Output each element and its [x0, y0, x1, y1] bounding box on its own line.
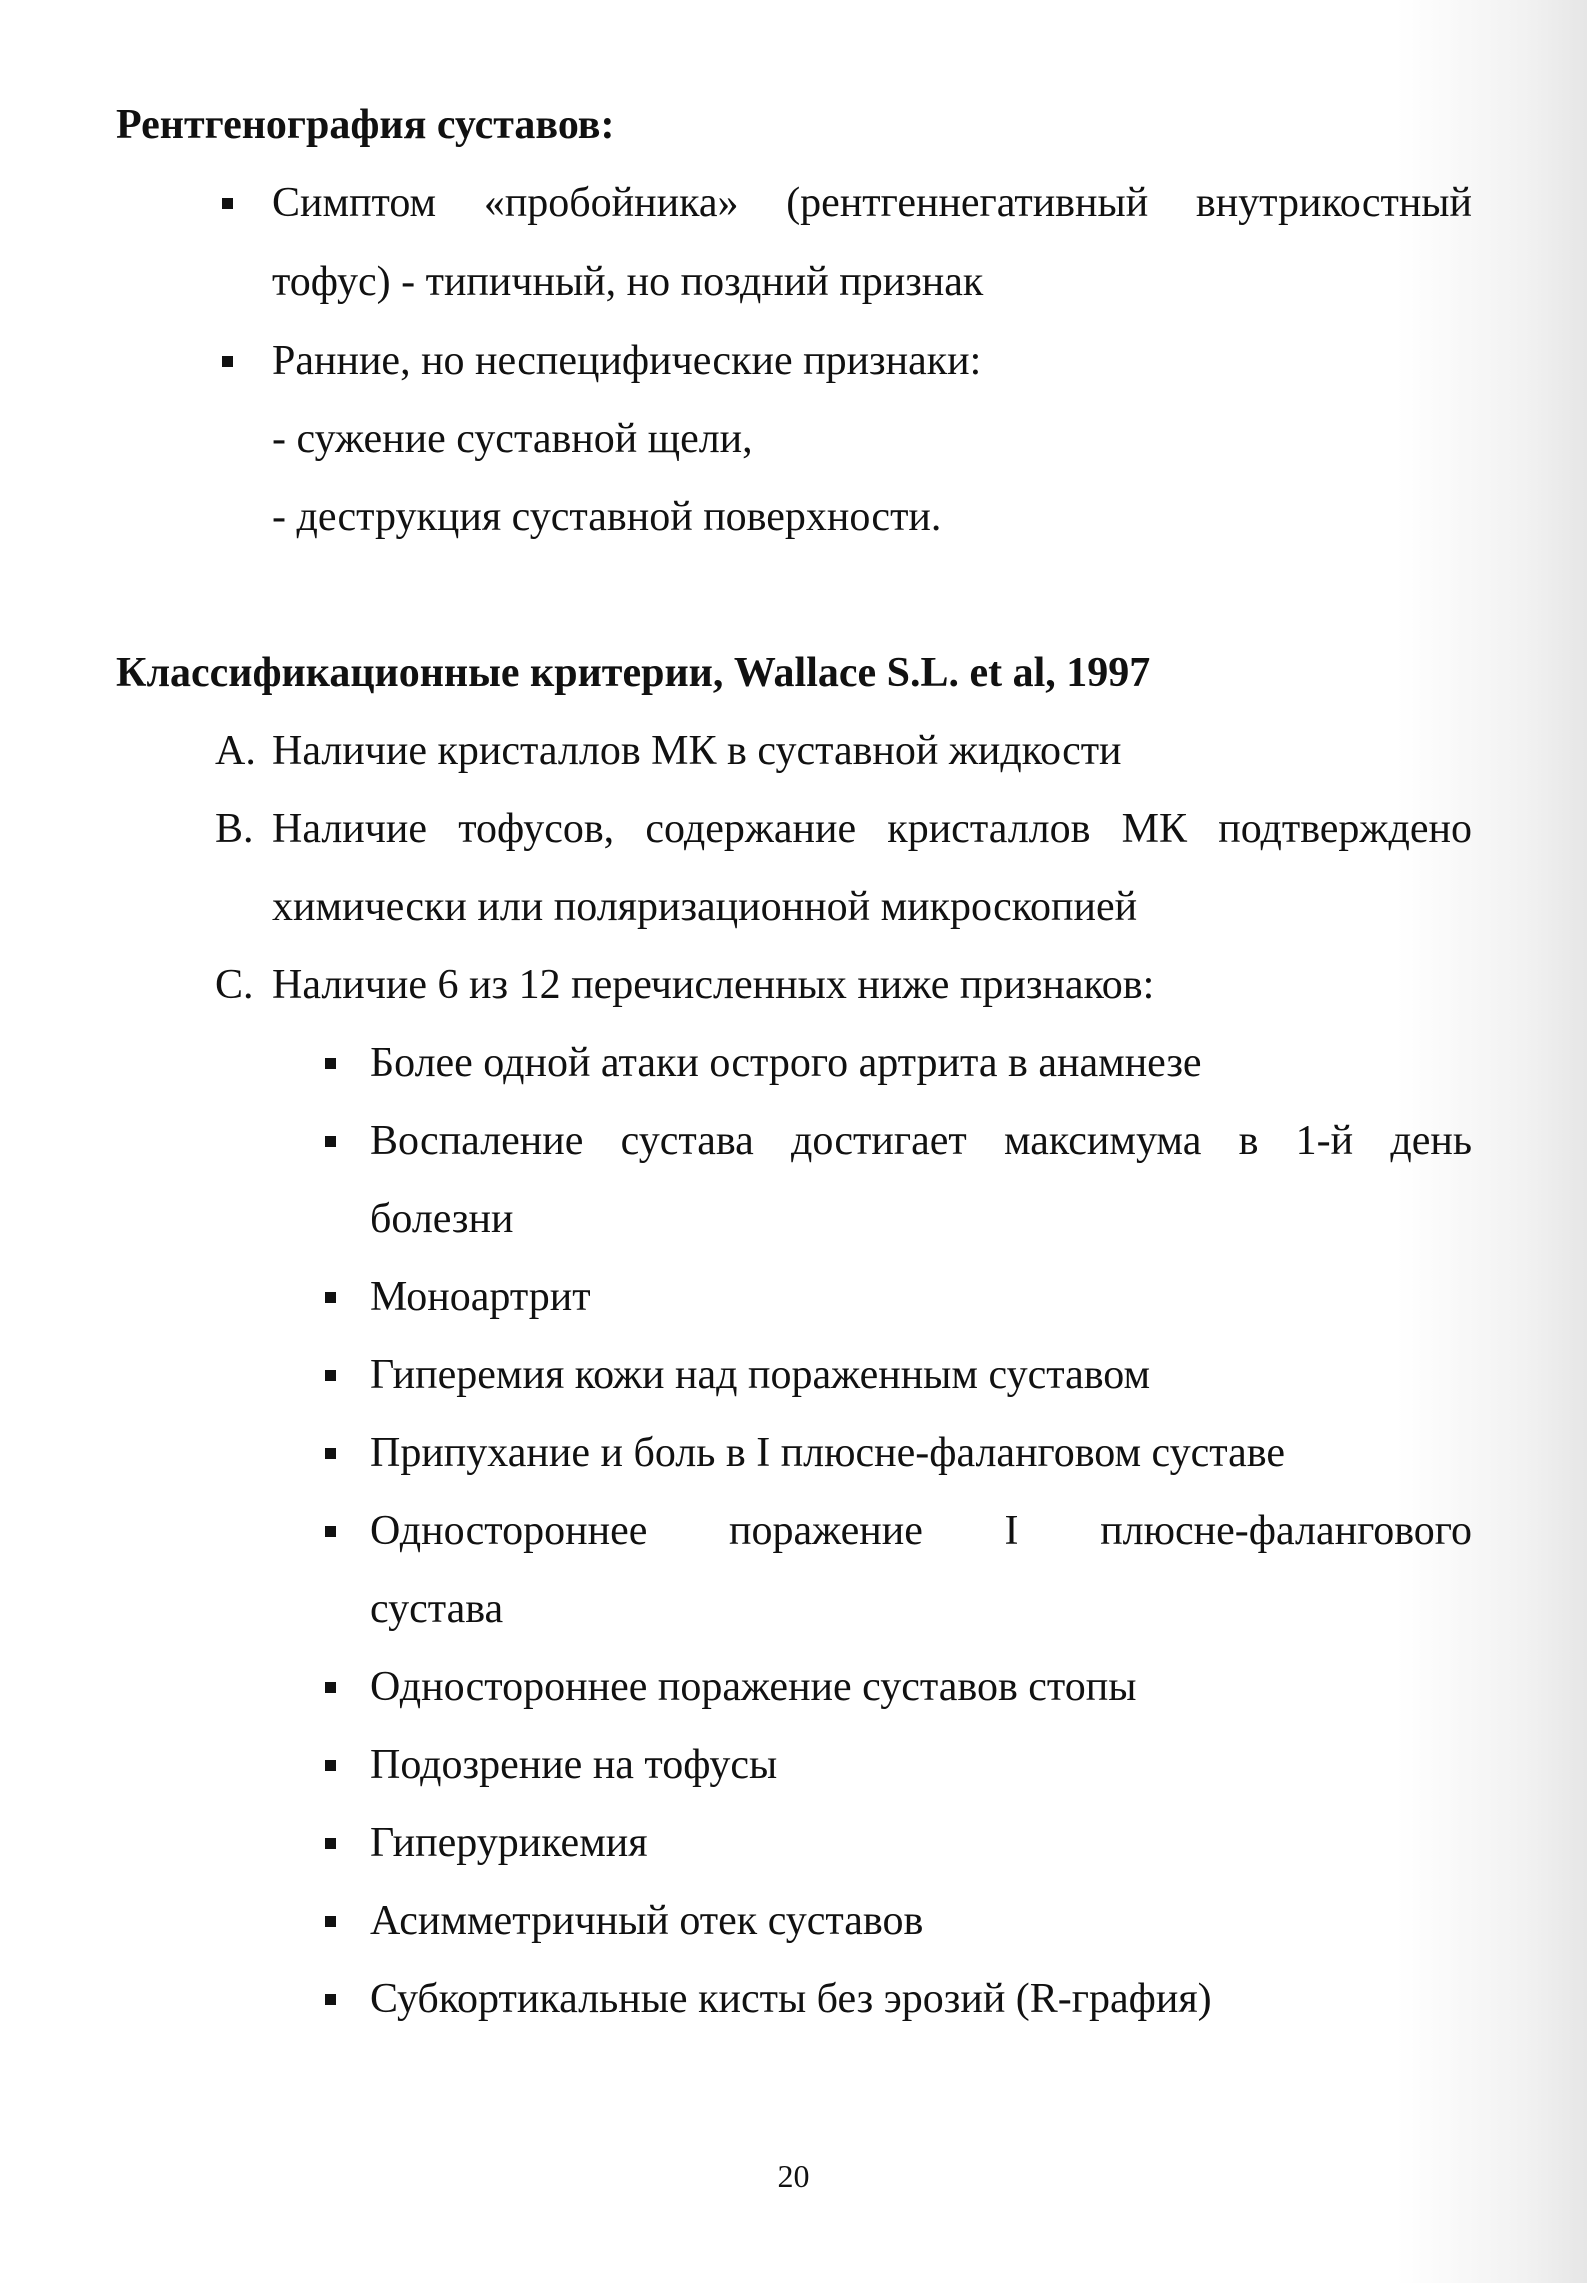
- bullet-marker: [222, 356, 233, 367]
- sign-item: Припухание и боль в I плюсне-фаланговом суставе: [370, 1430, 1286, 1476]
- sign-item: Гиперурикемия: [370, 1820, 648, 1866]
- word: Наличие: [272, 806, 428, 852]
- sign-item-line1: [370, 1492, 1472, 1570]
- sign-item: Субкортикальные кисты без эрозий (R-графия): [370, 1976, 1212, 2022]
- word: достигает: [791, 1118, 967, 1164]
- word: «пробойника»: [483, 180, 739, 226]
- bullet-marker: [325, 1448, 336, 1459]
- word: I: [1004, 1508, 1019, 1554]
- word: тофусов,: [458, 806, 615, 852]
- word: в: [1238, 1118, 1259, 1164]
- bullet-marker: [325, 1292, 336, 1303]
- word: 1-й: [1295, 1118, 1354, 1164]
- word: поражение: [729, 1508, 923, 1554]
- section-heading-criteria: Классификационные критерии, Wallace S.L. et al, 1997: [116, 650, 1151, 696]
- word: сустава: [620, 1118, 754, 1164]
- sign-item: Подозрение на тофусы: [370, 1742, 778, 1788]
- xray-bullet1-line2: тофус) - типичный, но поздний признак: [272, 259, 984, 305]
- criterion-b-letter: В.: [215, 806, 254, 852]
- sign-item: Асимметричный отек суставов: [370, 1898, 924, 1944]
- word: МК: [1121, 806, 1188, 852]
- criterion-b-line2: химически или поляризационной микроскопией: [272, 884, 1138, 930]
- bullet-marker: [325, 1760, 336, 1771]
- sign-item: Моноартрит: [370, 1274, 591, 1320]
- xray-bullet2-text: Ранние, но неспецифические признаки:: [272, 338, 982, 384]
- bullet-marker: [325, 1136, 336, 1147]
- xray-bullet1-line1: [272, 164, 1472, 242]
- criterion-b-line1: [272, 790, 1472, 868]
- sign-item: Одностороннее поражение суставов стопы: [370, 1664, 1137, 1710]
- word: содержание: [645, 806, 857, 852]
- word: максимума: [1003, 1118, 1202, 1164]
- bullet-marker: [325, 1682, 336, 1693]
- xray-sub-item-1: - сужение суставной щели,: [272, 416, 753, 462]
- word: (рентгеннегативный: [786, 180, 1149, 226]
- word: внутрикостный: [1195, 180, 1472, 226]
- sign-item-line2: болезни: [370, 1196, 514, 1242]
- word: подтверждено: [1218, 806, 1472, 852]
- criterion-c-letter: С.: [215, 962, 254, 1008]
- bullet-marker: [325, 1916, 336, 1927]
- page-number: 20: [777, 2158, 810, 2194]
- xray-sub-item-2: - деструкция суставной поверхности.: [272, 494, 942, 540]
- sign-item: Гиперемия кожи над пораженным суставом: [370, 1352, 1151, 1398]
- sign-item-line2: сустава: [370, 1586, 504, 1632]
- bullet-marker: [325, 1058, 336, 1069]
- section-heading-xray: Рентгенография суставов:: [116, 102, 615, 148]
- word: кристаллов: [887, 806, 1091, 852]
- word: Воспаление: [370, 1118, 584, 1164]
- bullet-marker: [325, 1526, 336, 1537]
- word: Симптом: [272, 180, 437, 226]
- criterion-a-text: Наличие кристаллов МК в суставной жидкости: [272, 728, 1122, 774]
- bullet-marker: [325, 1994, 336, 2005]
- criterion-c-text: Наличие 6 из 12 перечисленных ниже признаков:: [272, 962, 1155, 1008]
- bullet-marker: [325, 1838, 336, 1849]
- word: Одностороннее: [370, 1508, 648, 1554]
- sign-item: Более одной атаки острого артрита в анамнезе: [370, 1040, 1202, 1086]
- bullet-marker: [222, 198, 233, 209]
- criterion-a-letter: А.: [215, 728, 256, 774]
- sign-item-line1: [370, 1102, 1472, 1180]
- bullet-marker: [325, 1370, 336, 1381]
- word: день: [1390, 1118, 1472, 1164]
- word: плюсне-фалангового: [1100, 1508, 1472, 1554]
